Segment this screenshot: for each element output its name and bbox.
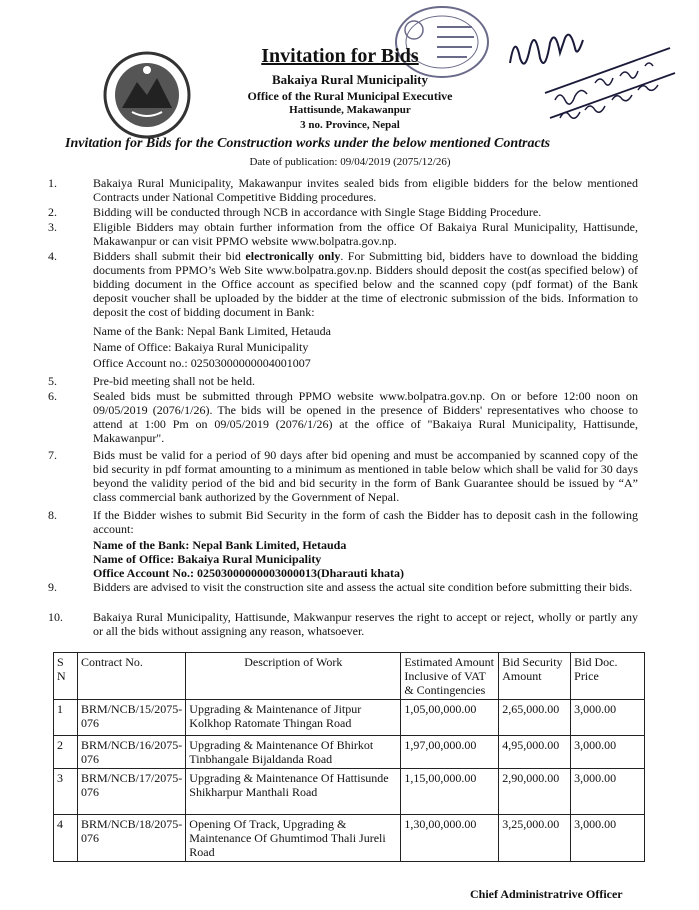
cell-price: 3,000.00	[571, 736, 645, 769]
table-row	[54, 815, 645, 862]
item-text: Sealed bids must be submitted through PPMO website www.bolpatra.gov.np. On or before 12:00 noon on 09/05/2019 (2076/1/26). The bids will be opened in the presence of Bidders' representatives who choose to attend at 1:00 Pm on 09/05/2019 (2076/1/26) at the office of "Bakaiya Rural Municipality, Hattisunde, Makawanpur".	[93, 389, 638, 445]
header-estimated-amount: Estimated Amount Inclusive of VAT & Contingencies	[401, 653, 499, 700]
item-number: 6.	[48, 389, 57, 403]
office-name-line: Name of Office: Bakaiya Rural Municipality	[93, 552, 322, 566]
item-text: Bidders are advised to visit the construction site and assess the actual site condition before submitting their bids.	[93, 580, 633, 594]
cell-description: Upgrading & Maintenance of Jitpur Kolkhop Ratomate Thingan Road	[186, 700, 401, 736]
table-row	[54, 769, 645, 815]
item-text: If the Bidder wishes to submit Bid Security in the form of cash the Bidder has to deposit cash in the following account:	[93, 508, 638, 536]
item-text-part: Bidders shall submit their bid	[93, 249, 246, 263]
item-number: 8.	[48, 508, 57, 522]
cell-contract: BRM/NCB/16/2075-076	[77, 736, 185, 769]
signatory-title: Chief Administratrive Officer	[470, 887, 623, 901]
official-stamp	[392, 2, 492, 80]
item-number: 10.	[48, 610, 63, 624]
cell-contract: BRM/NCB/15/2075-076	[77, 700, 185, 736]
item-4-block	[93, 249, 638, 371]
item-number: 2.	[48, 205, 57, 219]
table-header-row	[54, 653, 645, 700]
document-subtitle: Invitation for Bids for the Construction works under the below mentioned Contracts	[65, 136, 551, 151]
cell-estimated: 1,97,00,000.00	[401, 736, 499, 769]
cell-contract: BRM/NCB/18/2075-076	[77, 815, 185, 862]
bank-name: Name of the Bank: Nepal Bank Limited, Hetauda	[93, 324, 331, 338]
item-number: 5.	[48, 374, 57, 388]
cell-sn: 3	[54, 769, 78, 815]
cell-security: 2,65,000.00	[499, 700, 571, 736]
cell-description: Opening Of Track, Upgrading & Maintenance Of Ghumtimod Thali Jureli Road	[186, 815, 401, 862]
cell-price: 3,000.00	[571, 815, 645, 862]
account-number: Office Account no.: 02503000000004001007	[93, 356, 311, 370]
item-number: 9.	[48, 580, 57, 594]
publication-date: Date of publication: 09/04/2019 (2075/12/26)	[249, 156, 451, 168]
cell-estimated: 1,05,00,000.00	[401, 700, 499, 736]
cell-contract: BRM/NCB/17/2075-076	[77, 769, 185, 815]
item-emphasis: electronically only	[245, 249, 341, 263]
item-text: Bids must be valid for a period of 90 days after bid opening and must be accompanied by scanned copy of the bid security in pdf format amounting to a minimum as mentioned in table below which shall be valid for 30 days beyond the validity period of the bid and bid security in the form of Bank Guarantee should be issued by “A” class commercial bank authorized by the Government of Nepal.	[93, 448, 638, 504]
page-title: Invitation for Bids	[261, 45, 419, 67]
government-emblem-logo	[102, 50, 192, 140]
item-number: 4.	[48, 249, 57, 263]
header-bid-doc-price: Bid Doc. Price	[571, 653, 645, 700]
cell-security: 2,90,000.00	[499, 769, 571, 815]
office-name-line: Name of Office: Bakaiya Rural Municipality	[93, 340, 309, 354]
cell-description: Upgrading & Maintenance Of Hattisunde Shikharpur Manthali Road	[186, 769, 401, 815]
contracts-table	[53, 652, 645, 862]
office-name: Office of the Rural Municipal Executive	[247, 89, 453, 103]
bank-name: Name of the Bank: Nepal Bank Limited, Hetauda	[93, 538, 347, 552]
cell-price: 3,000.00	[571, 769, 645, 815]
header-description: Description of Work	[186, 653, 401, 700]
cell-security: 4,95,000.00	[499, 736, 571, 769]
item-text: Eligible Bidders may obtain further information from the office Of Bakaiya Rural Municipality, Hattisunde, Makawanpur or can visit PPMO website www.bolpatra.gov.np.	[93, 220, 638, 248]
item-text: Pre-bid meeting shall not be held.	[93, 374, 255, 388]
item-number: 3.	[48, 220, 57, 234]
header-contract-no: Contract No.	[77, 653, 185, 700]
cell-estimated: 1,15,00,000.00	[401, 769, 499, 815]
header-bid-security: Bid Security Amount	[499, 653, 571, 700]
cell-security: 3,25,000.00	[499, 815, 571, 862]
table-row	[54, 736, 645, 769]
item-number: 1.	[48, 176, 57, 190]
province: 3 no. Province, Nepal	[300, 119, 400, 131]
table-row	[54, 700, 645, 736]
cell-sn: 1	[54, 700, 78, 736]
cell-sn: 4	[54, 815, 78, 862]
cell-price: 3,000.00	[571, 700, 645, 736]
organization-name: Bakaiya Rural Municipality	[271, 72, 429, 87]
item-number: 7.	[48, 448, 57, 462]
item-text: Bidding will be conducted through NCB in accordance with Single Stage Bidding Procedure.	[93, 205, 542, 219]
header-sn: S N	[54, 653, 78, 700]
account-number: Office Account No.: 02503000000003000013(Dharauti khata)	[93, 566, 404, 580]
cell-description: Upgrading & Maintenance Of Bhirkot Tinbhangale Bijaldanda Road	[186, 736, 401, 769]
location: Hattisunde, Makawanpur	[289, 104, 411, 116]
item-8-block	[93, 508, 638, 580]
cell-sn: 2	[54, 736, 78, 769]
item-text: Bakaiya Rural Municipality, Makawanpur invites sealed bids from eligible bidders for the below mentioned Contracts under National Competitive Bidding procedures.	[93, 176, 638, 204]
devanagari-handwriting	[530, 38, 680, 123]
item-text: Bakaiya Rural Municipality, Hattisunde, Makwanpur reserves the right to accept or reject, wholly or partly any or all the bids without assigning any reason, whatsoever.	[93, 610, 638, 638]
cell-estimated: 1,30,00,000.00	[401, 815, 499, 862]
item-text-part: . For Submitting bid, bidders have to download the bidding documents from PPMO’s Web Site www.bolpatra.gov.np. Bidders should deposit the cost(as specified below) of bidding document in the Office account as specified below and the scanned copy (pdf format) of the Bank deposit voucher shall be uploaded by the bidder at the time of electronic submission of the bids. Information to deposit the cost of bidding document in Bank:	[93, 249, 638, 319]
